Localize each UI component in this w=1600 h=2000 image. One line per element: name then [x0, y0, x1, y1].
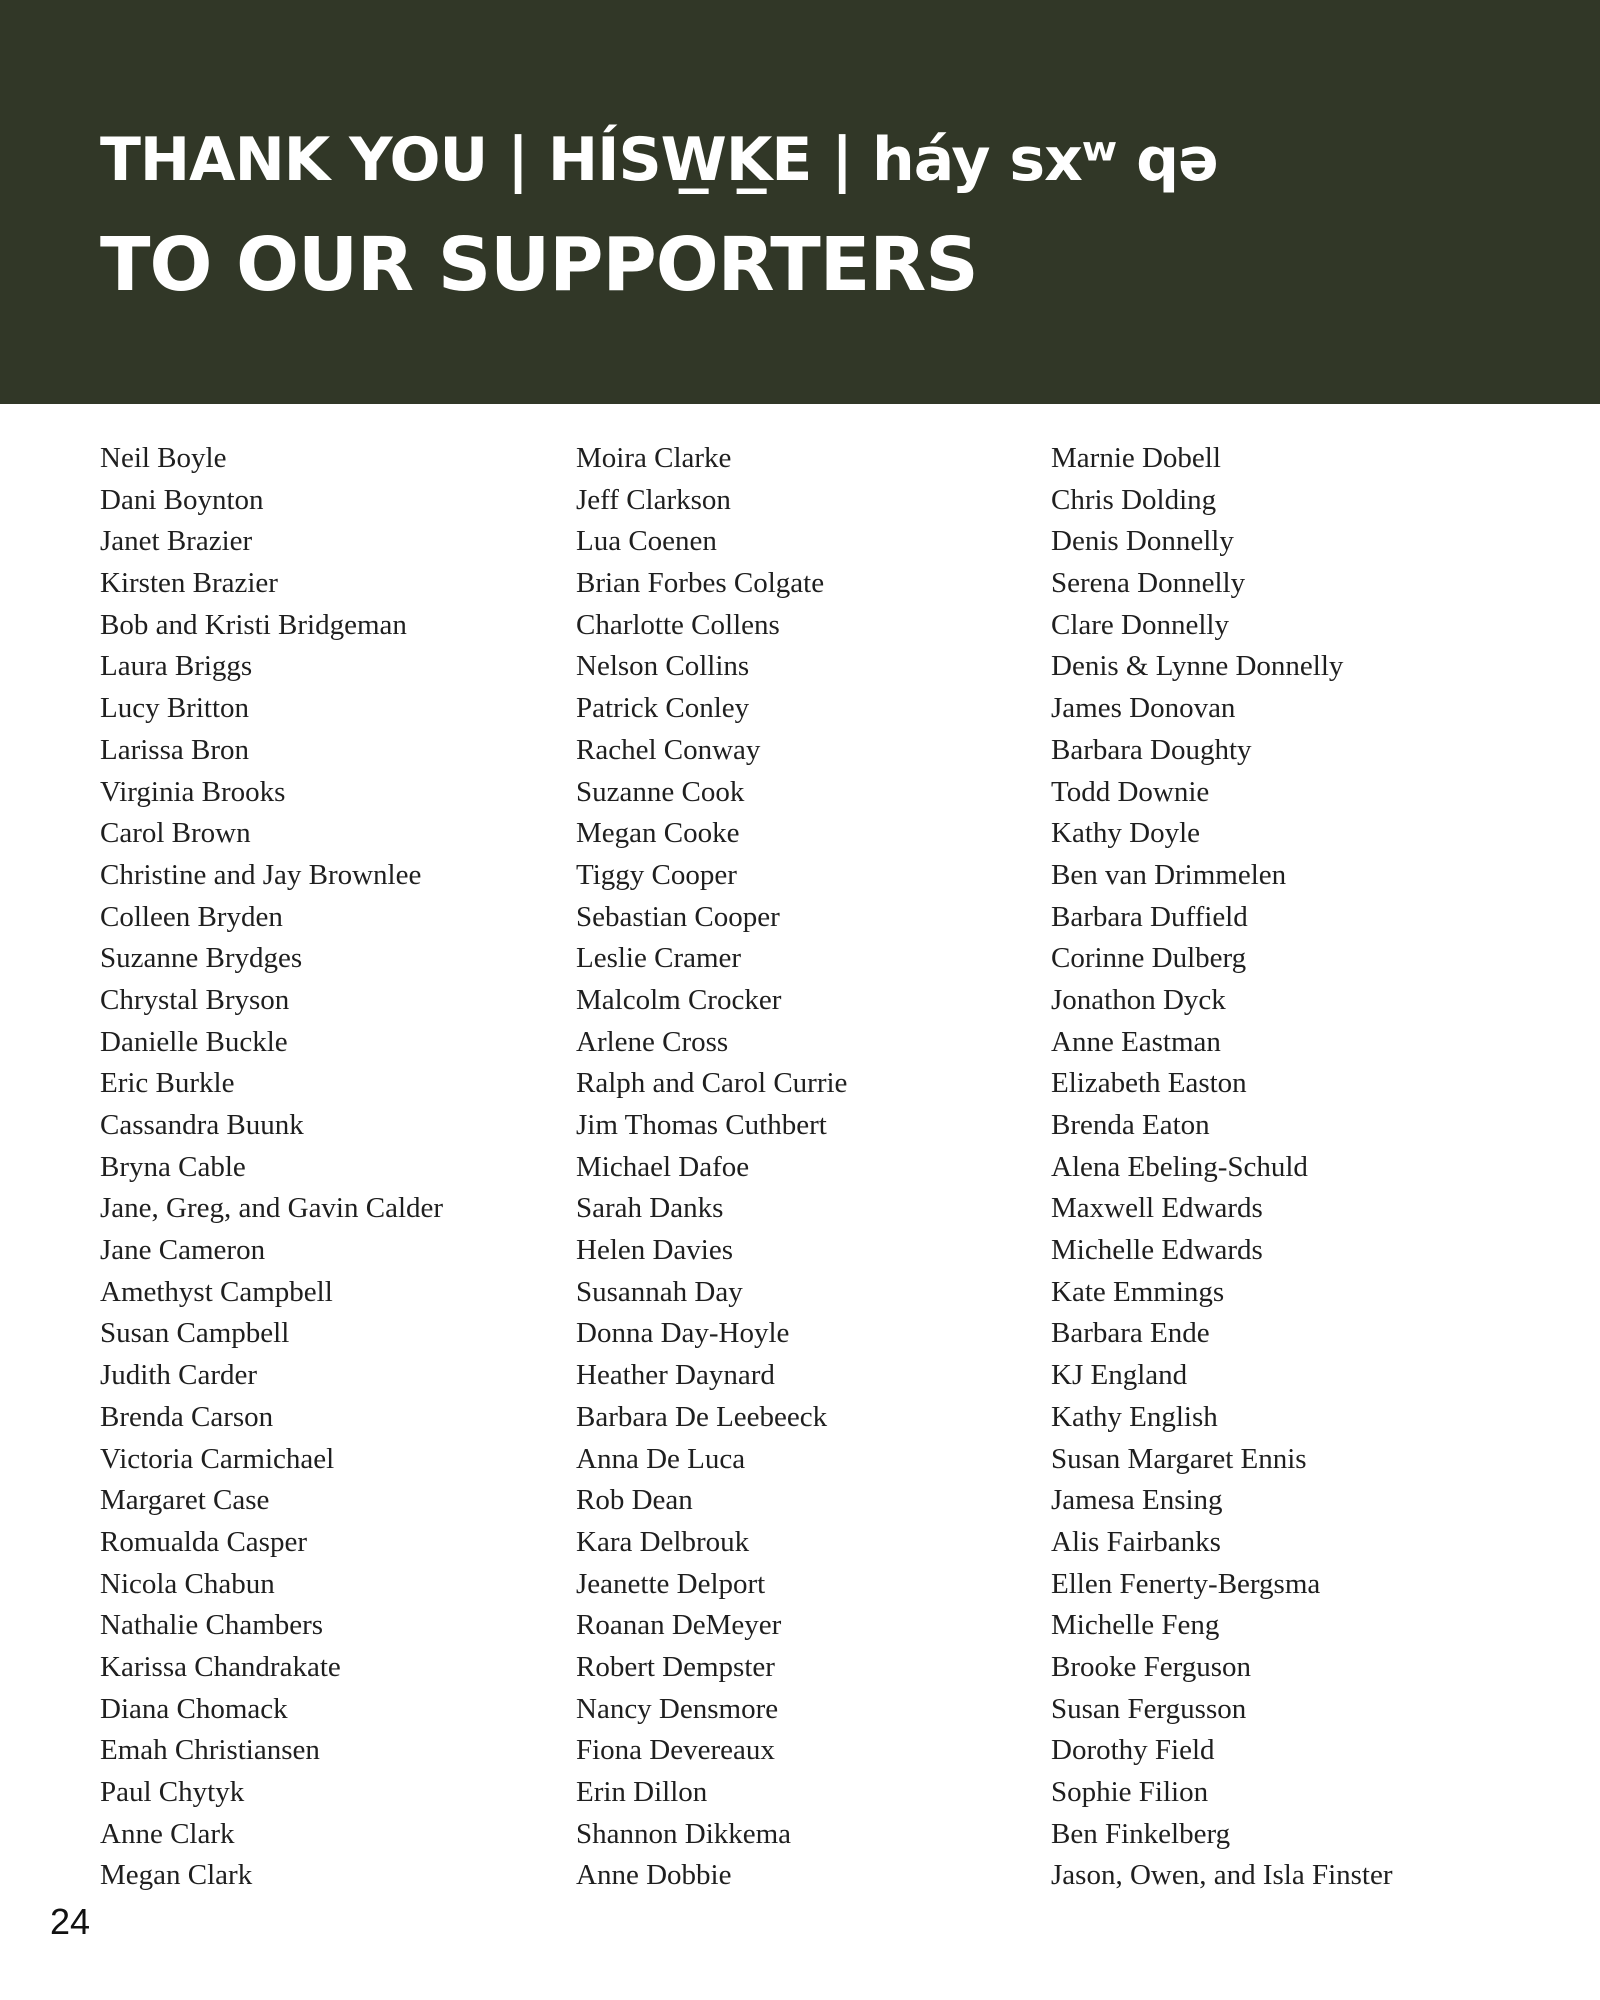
supporter-name: Bryna Cable	[100, 1150, 246, 1183]
supporter-name: Barbara Ende	[1051, 1317, 1210, 1350]
supporter-name: Cassandra Buunk	[100, 1109, 304, 1141]
supporter-name: Romualda Casper	[100, 1525, 307, 1558]
supporter-name: Marnie Dobell	[1051, 442, 1221, 474]
supporter-name: Tiggy Cooper	[576, 858, 737, 891]
supporter-name: Nancy Densmore	[576, 1692, 779, 1725]
supporter-column-2	[576, 438, 1036, 1897]
supporter-name: Neil Boyle	[100, 442, 227, 474]
supporter-name: Paul Chytyk	[100, 1776, 245, 1808]
supporter-name: Barbara De Leebeeck	[576, 1400, 828, 1433]
supporter-name: Jeff Clarkson	[576, 483, 731, 516]
supporter-name: Amethyst Campbell	[100, 1275, 333, 1308]
supporter-name: Nathalie Chambers	[100, 1609, 324, 1642]
supporter-name: Elizabeth Easton	[1051, 1067, 1247, 1100]
supporter-name: Susan Campbell	[100, 1317, 290, 1350]
supporter-name: James Donovan	[1051, 692, 1236, 725]
page-title-supporters: TO OUR SUPPORTERS	[100, 222, 978, 308]
supporter-name: Shannon Dikkema	[576, 1817, 792, 1850]
supporter-name: Anne Clark	[100, 1817, 235, 1850]
supporter-name: Anne Dobbie	[576, 1859, 732, 1892]
supporter-name: KJ England	[1051, 1359, 1188, 1392]
supporter-name: Chrystal Bryson	[100, 983, 290, 1016]
supporter-name: Victoria Carmichael	[100, 1442, 335, 1475]
supporter-name: Jeanette Delport	[576, 1567, 766, 1600]
supporter-name: Judith Carder	[100, 1359, 258, 1392]
supporter-name: Jim Thomas Cuthbert	[576, 1109, 827, 1141]
supporter-name: Kate Emmings	[1051, 1275, 1225, 1308]
supporter-name: Susan Fergusson	[1051, 1692, 1247, 1725]
supporter-name: Arlene Cross	[576, 1025, 729, 1058]
supporter-name: Michelle Edwards	[1051, 1234, 1263, 1267]
supporter-name: Brenda Eaton	[1051, 1109, 1210, 1141]
supporter-name: Todd Downie	[1051, 775, 1210, 808]
supporter-name: Colleen Bryden	[100, 900, 283, 933]
supporter-name: Karissa Chandrakate	[100, 1650, 341, 1683]
supporter-name: Helen Davies	[576, 1234, 734, 1267]
supporter-column-3	[1051, 438, 1511, 1897]
supporter-name: Dorothy Field	[1051, 1734, 1215, 1767]
supporter-name: Jane Cameron	[100, 1234, 266, 1267]
supporter-name: Clare Donnelly	[1051, 608, 1229, 641]
supporter-name: Virginia Brooks	[100, 775, 286, 808]
supporter-column-1	[100, 438, 560, 1897]
supporter-name: Nelson Collins	[576, 650, 750, 683]
supporter-name: Anna De Luca	[576, 1442, 746, 1475]
supporter-name: Patrick Conley	[576, 692, 750, 725]
supporter-name: Moira Clarke	[576, 442, 732, 474]
supporter-name: Ellen Fenerty-Bergsma	[1051, 1567, 1321, 1600]
supporter-name: Kathy English	[1051, 1400, 1218, 1433]
supporter-name: Michelle Feng	[1051, 1609, 1220, 1642]
supporter-name: Fiona Devereaux	[576, 1734, 775, 1767]
supporter-name: Maxwell Edwards	[1051, 1192, 1263, 1225]
supporter-name: Brenda Carson	[100, 1400, 274, 1433]
supporter-name: Susan Margaret Ennis	[1051, 1442, 1307, 1475]
supporter-name: Emah Christiansen	[100, 1734, 320, 1767]
supporter-name: Janet Brazier	[100, 525, 253, 558]
supporter-name: Chris Dolding	[1051, 483, 1217, 516]
supporter-name: Suzanne Cook	[576, 775, 745, 808]
supporter-name: Barbara Duffield	[1051, 900, 1248, 933]
supporter-name: Sarah Danks	[576, 1192, 724, 1225]
supporter-name: Nicola Chabun	[100, 1567, 275, 1600]
supporter-name: Rachel Conway	[576, 733, 761, 766]
supporter-name: Kirsten Brazier	[100, 567, 278, 600]
supporter-name: Denis Donnelly	[1051, 525, 1234, 558]
supporter-name: Carol Brown	[100, 817, 251, 850]
page-title-thank-you: THANK YOU | HÍSW̲K̲E | háy sxʷ qə	[100, 125, 1218, 195]
supporter-name: Alis Fairbanks	[1051, 1525, 1221, 1558]
supporter-name: Donna Day-Hoyle	[576, 1317, 790, 1350]
supporter-name: Diana Chomack	[100, 1692, 288, 1725]
supporter-name: Brian Forbes Colgate	[576, 567, 825, 600]
supporter-name: Lucy Britton	[100, 692, 250, 725]
supporter-name: Heather Daynard	[576, 1359, 775, 1392]
supporter-name: Ben Finkelberg	[1051, 1817, 1231, 1850]
supporter-name: Christine and Jay Brownlee	[100, 858, 422, 891]
supporter-name: Jason, Owen, and Isla Finster	[1051, 1859, 1393, 1892]
supporter-name: Jane, Greg, and Gavin Calder	[100, 1192, 444, 1225]
supporter-name: Bob and Kristi Bridgeman	[100, 608, 407, 641]
supporter-name: Denis & Lynne Donnelly	[1051, 650, 1344, 683]
supporter-name: Alena Ebeling-Schuld	[1051, 1150, 1308, 1183]
page-number: 24	[50, 1901, 91, 1942]
supporter-name: Danielle Buckle	[100, 1025, 288, 1058]
header-banner	[0, 0, 1600, 404]
supporter-name: Roanan DeMeyer	[576, 1609, 782, 1642]
supporter-name: Ben van Drimmelen	[1051, 858, 1287, 891]
supporter-name: Sophie Filion	[1051, 1776, 1209, 1808]
supporter-name: Malcolm Crocker	[576, 983, 782, 1016]
supporter-name: Kara Delbrouk	[576, 1525, 750, 1558]
supporter-name: Erin Dillon	[576, 1776, 708, 1808]
supporter-name: Serena Donnelly	[1051, 567, 1246, 600]
supporter-name: Susannah Day	[576, 1275, 743, 1308]
supporter-name: Eric Burkle	[100, 1067, 235, 1100]
supporter-name: Dani Boynton	[100, 483, 264, 516]
supporter-name: Jonathon Dyck	[1051, 983, 1226, 1016]
supporter-name: Sebastian Cooper	[576, 900, 780, 933]
supporter-name: Suzanne Brydges	[100, 942, 303, 975]
supporter-name: Jamesa Ensing	[1051, 1484, 1223, 1517]
supporter-name: Brooke Ferguson	[1051, 1650, 1252, 1683]
supporter-name: Laura Briggs	[100, 650, 253, 683]
supporter-name: Margaret Case	[100, 1484, 270, 1517]
supporter-name: Ralph and Carol Currie	[576, 1067, 848, 1100]
supporter-name: Corinne Dulberg	[1051, 942, 1247, 975]
supporter-name: Megan Cooke	[576, 817, 740, 850]
supporter-name: Anne Eastman	[1051, 1025, 1221, 1058]
supporter-name: Michael Dafoe	[576, 1150, 750, 1183]
supporter-name: Megan Clark	[100, 1859, 253, 1892]
supporter-name: Robert Dempster	[576, 1650, 775, 1683]
supporter-name: Barbara Doughty	[1051, 733, 1252, 766]
supporter-name: Rob Dean	[576, 1484, 693, 1517]
supporter-name: Leslie Cramer	[576, 942, 742, 975]
supporter-name: Larissa Bron	[100, 733, 249, 766]
supporter-name: Kathy Doyle	[1051, 817, 1200, 850]
supporter-name: Lua Coenen	[576, 525, 717, 558]
supporter-name: Charlotte Collens	[576, 608, 780, 641]
